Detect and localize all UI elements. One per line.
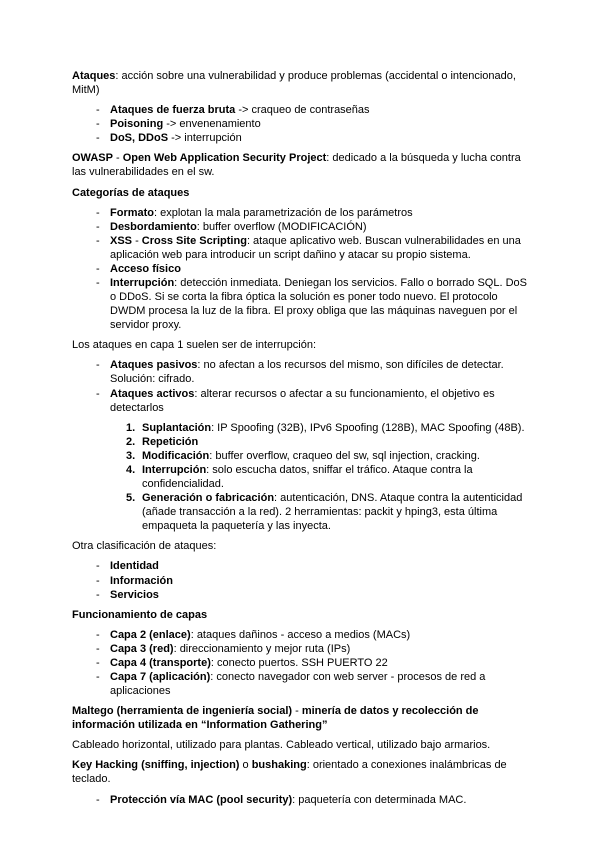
list-item-text [110, 103, 528, 117]
list-item-text [110, 262, 528, 276]
paragraph [72, 338, 528, 352]
list-item-text [110, 642, 528, 656]
list-item-text [110, 656, 528, 670]
list-item-text [110, 588, 528, 602]
list-item [72, 793, 528, 807]
text-run: : IP Spoofing (32B), IPv6 Spoofing (128B), MAC Spoofing (48B). [211, 421, 525, 434]
paragraph [72, 69, 528, 97]
list-item-text [110, 131, 528, 145]
text-run: Ataques [72, 70, 116, 82]
list-item [72, 206, 528, 220]
list-item-text [110, 206, 528, 220]
text-run: Acceso físico [110, 262, 181, 275]
list-item-text [110, 793, 528, 807]
text-run: Servicios [110, 588, 159, 601]
bullet-list [72, 793, 528, 807]
text-run: : autenticación, DNS. Ataque contra la autenticidad (añade transacción a la red). 2 herramientas: packit y hping3, esta última empaqueta la paquetería y las inyecta. [142, 492, 523, 533]
list-item-text [110, 670, 528, 698]
text-run: Otra clasificación de ataques: [72, 540, 217, 553]
list-item [72, 387, 528, 415]
text-run: : buffer overflow (MODIFICACIÓN) [196, 220, 367, 233]
text-run: minería de datos y recolección de información utilizada en “Information Gathering” [72, 705, 479, 732]
bullet-list [72, 559, 528, 601]
text-run: - [112, 152, 123, 165]
list-bullet: - [96, 234, 100, 247]
text-run: Poisoning [110, 118, 164, 131]
list-number: 2. [126, 435, 136, 448]
list-item-text [110, 220, 528, 234]
list-bullet: - [96, 262, 100, 275]
list-item [72, 103, 528, 117]
list-item-text [110, 559, 528, 573]
text-run: o [239, 759, 252, 772]
list-bullet: - [96, 670, 100, 683]
paragraph [72, 738, 528, 752]
text-run: Key Hacking (sniffing, injection) [72, 759, 240, 772]
text-run: : ataques dañinos - acceso a medios (MACs) [190, 628, 411, 641]
list-number: 1. [126, 421, 136, 434]
list-bullet: - [96, 104, 100, 117]
list-item-text [110, 358, 528, 386]
text-run: DoS, DDoS [110, 132, 169, 145]
bullet-list [72, 103, 528, 145]
text-run: Cross Site Scripting [141, 234, 247, 247]
text-run: Formato [110, 206, 154, 219]
text-run: : dedicado a la búsqueda y lucha contra las vulnerabilidades en el sw. [72, 152, 521, 179]
list-item-text [142, 435, 528, 449]
text-run: Repetición [142, 435, 199, 448]
list-item [72, 642, 528, 656]
text-run: : paquetería con determinada MAC. [292, 793, 467, 806]
list-item [72, 220, 528, 234]
text-run: Ataques activos [110, 387, 195, 400]
text-run: Protección vía MAC (pool security) [110, 793, 293, 806]
text-run: -> interrupción [168, 132, 242, 145]
paragraph [72, 704, 528, 732]
text-run: Interrupción [110, 277, 175, 290]
text-run: Generación o fabricación [142, 492, 275, 505]
list-item-text [110, 574, 528, 588]
bullet-list [72, 206, 528, 333]
list-item [72, 670, 528, 698]
list-bullet: - [96, 359, 100, 372]
list-item [72, 463, 528, 491]
text-run: Suplantación [142, 421, 212, 434]
list-item [72, 421, 528, 435]
text-run: Desbordamiento [110, 220, 197, 233]
text-run: Open Web Application Security Project [122, 152, 327, 165]
text-run: : buffer overflow, craqueo del sw, sql injection, cracking. [209, 449, 480, 462]
text-run: XSS [110, 234, 133, 247]
list-item [72, 131, 528, 145]
document-content [72, 69, 528, 807]
text-run: : conecto navegador con web server - procesos de red a aplicaciones [110, 670, 486, 698]
list-item-text [110, 234, 528, 262]
list-bullet: - [96, 220, 100, 233]
text-run: : no afectan a los recursos del mismo, son difíciles de detectar. Solución: cifrado. [110, 359, 504, 386]
text-run: Capa 7 (aplicación) [110, 670, 211, 683]
text-run: : conecto puertos. SSH PUERTO 22 [210, 656, 388, 669]
text-run: bushaking [251, 759, 307, 772]
list-bullet: - [96, 118, 100, 131]
list-item-text [110, 117, 528, 131]
list-item-text [110, 276, 528, 332]
paragraph [72, 539, 528, 553]
list-item [72, 628, 528, 642]
list-item [72, 435, 528, 449]
list-item-text [110, 387, 528, 415]
list-item-text [142, 421, 528, 435]
text-run: - [292, 705, 302, 718]
list-item [72, 574, 528, 588]
list-item [72, 491, 528, 533]
list-number: 3. [126, 449, 136, 462]
text-run: : solo escucha datos, sniffar el tráfico. Ataque contra la confidencialidad. [142, 463, 473, 491]
list-bullet: - [96, 132, 100, 145]
text-run: -> craqueo de contraseñas [235, 104, 370, 117]
text-run: : acción sobre una vulnerabilidad y produce problemas (accidental o intencionado, MitM) [72, 70, 516, 97]
text-run: Capa 3 (red) [110, 642, 174, 655]
text-run: Modificación [142, 449, 210, 462]
text-run: Cableado horizontal, utilizado para plantas. Cableado vertical, utilizado bajo armarios. [72, 739, 491, 752]
list-item-text [142, 463, 528, 491]
list-item [72, 234, 528, 262]
text-run: Capa 2 (enlace) [110, 628, 191, 641]
text-run: Interrupción [142, 463, 207, 476]
text-run: : alterar recursos o afectar a su funcionamiento, el objetivo es detectarlos [110, 387, 495, 414]
list-item [72, 358, 528, 386]
list-item [72, 117, 528, 131]
text-run: Identidad [110, 560, 159, 573]
list-item [72, 262, 528, 276]
list-item [72, 449, 528, 463]
text-run: Funcionamiento de capas [72, 608, 208, 621]
text-run: : explotan la mala parametrización de los parámetros [154, 206, 413, 219]
text-run: -> envenenamiento [163, 118, 261, 131]
list-bullet: - [96, 387, 100, 400]
list-bullet: - [96, 277, 100, 290]
text-run: OWASP [72, 152, 113, 165]
list-bullet: - [96, 588, 100, 601]
list-bullet: - [96, 642, 100, 655]
text-run: Información [110, 574, 173, 587]
bullet-list [72, 628, 528, 698]
list-bullet: - [96, 628, 100, 641]
list-item [72, 559, 528, 573]
text-run: Los ataques en capa 1 suelen ser de interrupción: [72, 339, 316, 352]
list-item [72, 656, 528, 670]
list-bullet: - [96, 574, 100, 587]
text-run: : ataque aplicativo web. Buscan vulnerabilidades en una aplicación web para introducir un script dañino y atacar su propio sistema. [110, 234, 521, 261]
text-run: : orientado a conexiones inalámbricas de teclado. [72, 759, 507, 786]
list-item-text [110, 628, 528, 642]
bullet-list [72, 358, 528, 414]
text-run: Maltego (herramienta de ingeniería social) [72, 705, 293, 718]
list-bullet: - [96, 656, 100, 669]
text-run: Ataques de fuerza bruta [110, 104, 236, 117]
list-item-text [142, 449, 528, 463]
paragraph [72, 758, 528, 786]
numbered-list [72, 421, 528, 534]
list-item [72, 588, 528, 602]
paragraph [72, 151, 528, 179]
section-heading [72, 186, 528, 200]
text-run: Categorías de ataques [72, 186, 190, 199]
list-bullet: - [96, 793, 100, 806]
section-heading [72, 608, 528, 622]
list-number: 5. [126, 492, 136, 505]
text-run: Ataques pasivos [110, 359, 198, 372]
list-bullet: - [96, 206, 100, 219]
list-number: 4. [126, 463, 136, 476]
text-run: : detección inmediata. Deniegan los servicios. Fallo o borrado SQL. DoS o DDoS. Si se corta la fibra óptica la solución es poner todo nuevo. El protocolo DWDM procesa la luz de la fibra. El proxy obliga que las máquinas naveguen por el servidor proxy. [110, 277, 527, 332]
list-item-text [142, 491, 528, 533]
text-run: - [132, 234, 142, 247]
list-bullet: - [96, 560, 100, 573]
list-item [72, 276, 528, 332]
text-run: Capa 4 (transporte) [110, 656, 211, 669]
text-run: : direccionamiento y mejor ruta (IPs) [173, 642, 351, 655]
